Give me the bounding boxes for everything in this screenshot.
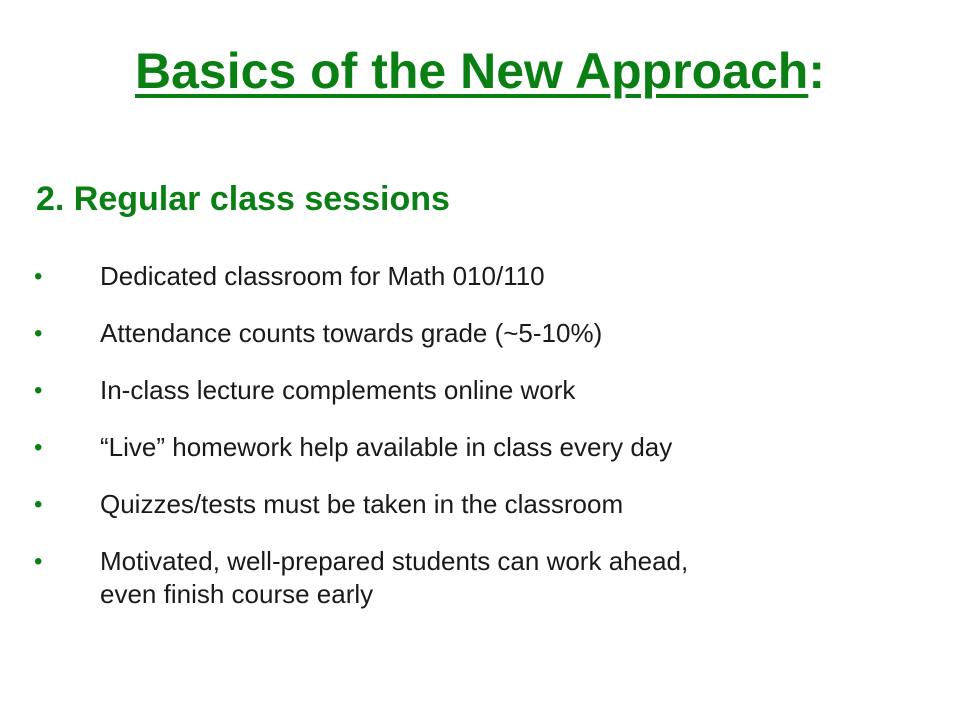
bullet-text: Quizzes/tests must be taken in the classroom bbox=[100, 489, 624, 519]
bullet-list bbox=[0, 260, 960, 635]
bullet-text-continuation: even finish course early bbox=[100, 579, 374, 609]
slide-title-colon: : bbox=[808, 43, 825, 99]
bullet-marker: • bbox=[34, 263, 43, 290]
bullet-text: Dedicated classroom for Math 010/110 bbox=[100, 261, 545, 291]
bullet-item bbox=[0, 431, 960, 464]
bullet-item bbox=[0, 488, 960, 521]
bullet-marker: • bbox=[34, 320, 43, 347]
bullet-marker: • bbox=[34, 377, 43, 404]
bullet-text: “Live” homework help available in class every day bbox=[100, 432, 673, 462]
bullet-text: Attendance counts towards grade (~5-10%) bbox=[100, 318, 603, 348]
slide-title bbox=[0, 36, 960, 106]
bullet-text: Motivated, well-prepared students can work ahead, bbox=[100, 546, 689, 576]
bullet-marker: • bbox=[34, 491, 43, 518]
bullet-item bbox=[0, 260, 960, 293]
bullet-item bbox=[0, 374, 960, 407]
bullet-marker: • bbox=[34, 548, 43, 575]
section-heading: 2. Regular class sessions bbox=[36, 180, 450, 218]
bullet-text: In-class lecture complements online work bbox=[100, 375, 576, 405]
bullet-item bbox=[0, 317, 960, 350]
bullet-item bbox=[0, 545, 960, 611]
slide-title-text: Basics of the New Approach bbox=[135, 43, 809, 99]
bullet-marker: • bbox=[34, 434, 43, 461]
